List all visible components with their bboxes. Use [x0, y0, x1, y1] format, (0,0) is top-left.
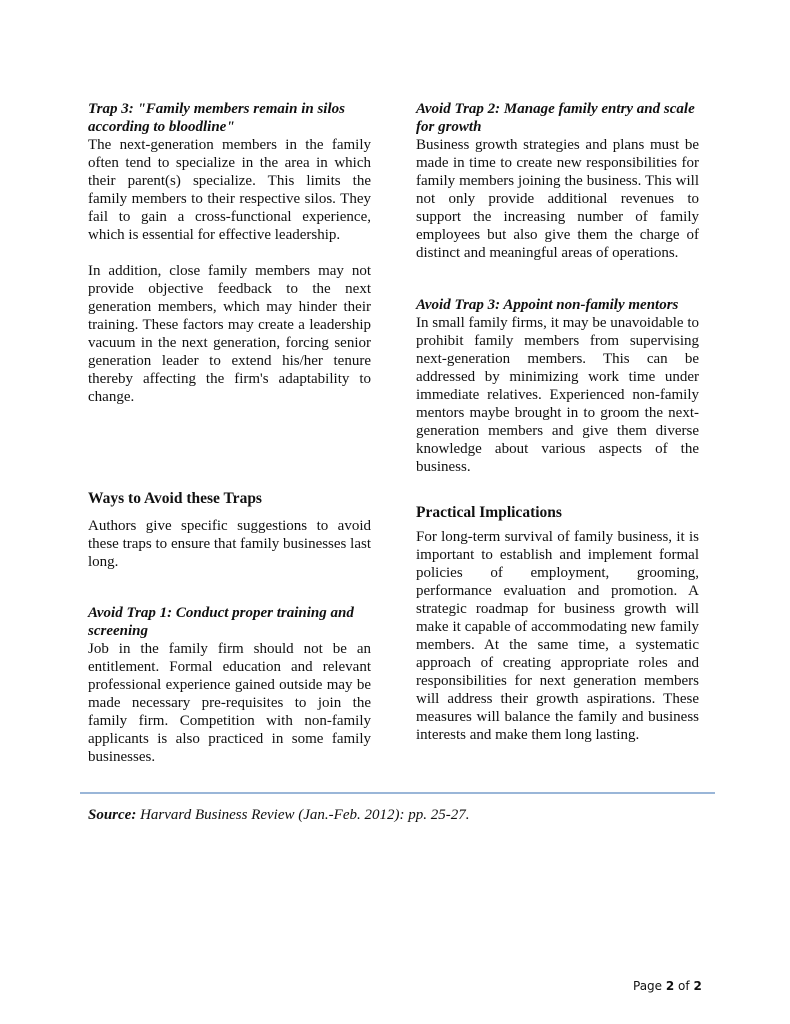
avoid2-heading: Avoid Trap 2: Manage family entry and scale for growth [416, 101, 695, 135]
practical-section [416, 504, 699, 744]
page-word: Page [633, 979, 666, 993]
trap3-heading [88, 100, 371, 136]
avoid2-section [416, 100, 699, 262]
avoid3-heading: Avoid Trap 3: Appoint non-family mentors [416, 297, 679, 313]
ways-heading: Ways to Avoid these Traps [88, 490, 262, 507]
ways-section [88, 490, 371, 571]
source-label: Source: [88, 807, 137, 823]
avoid1-section [88, 604, 371, 766]
divider-line [80, 792, 715, 794]
trap3-paragraph-1: The next-generation members in the family often tend to specialize in the area in which their parent(s) specialize. This limits the family members to their respective silos. They fail to gain a cross-functional experience, which is essential for effective leadership. [88, 137, 371, 243]
page-number [633, 977, 702, 995]
current-page: 2 [665, 979, 675, 993]
practical-heading: Practical Implications [416, 504, 562, 521]
avoid3-section [416, 296, 699, 476]
of-word: of [674, 979, 694, 993]
total-pages: 2 [693, 979, 702, 993]
trap3-section [88, 100, 371, 406]
trap3-title: "Family members remain in silos according to bloodline" [88, 101, 345, 135]
source-citation [88, 806, 469, 824]
avoid2-paragraph: Business growth strategies and plans must be made in time to create new responsibilities for family members joining the business. This will not only provide additional revenues to support the increasing number of family employees but also give them the charge of distinct and meaningful areas of operations. [416, 137, 699, 261]
avoid3-paragraph: In small family firms, it may be unavoidable to prohibit family members from supervising next-generation members. This can be addressed by minimizing work time under immediate relatives. Experienced non-family mentors maybe brought in to groom the next-generation members and give them diverse knowledge about various aspects of the business. [416, 315, 699, 475]
trap3-label: Trap 3: [88, 101, 138, 117]
practical-paragraph: For long-term survival of family business, it is important to establish and implement formal policies of employment, grooming, performance evaluation and promotion. A strategic roadmap for business growth will make it capable of accommodating new family members. At the same time, a systematic approach of creating appropriate roles and responsibilities for next generation members will address their growth aspirations. These measures will balance the family and business interests and make them long lasting. [416, 529, 699, 743]
trap3-paragraph-2: In addition, close family members may not provide objective feedback to the next generation members, which may hinder their training. These factors may create a leadership vacuum in the next generation, forcing senior generation leader to extend his/her tenure thereby affecting the firm's adaptability to change. [88, 263, 371, 405]
ways-paragraph: Authors give specific suggestions to avoid these traps to ensure that family businesses last long. [88, 518, 371, 570]
avoid1-heading: Avoid Trap 1: Conduct proper training and screening [88, 605, 354, 639]
source-text: Harvard Business Review (Jan.-Feb. 2012): pp. 25-27. [136, 807, 470, 823]
avoid1-paragraph: Job in the family firm should not be an entitlement. Formal education and relevant professional experience gained outside may be made necessary pre-requisites to join the family firm. Competition with non-family applicants is also practiced in some family businesses. [88, 641, 371, 765]
